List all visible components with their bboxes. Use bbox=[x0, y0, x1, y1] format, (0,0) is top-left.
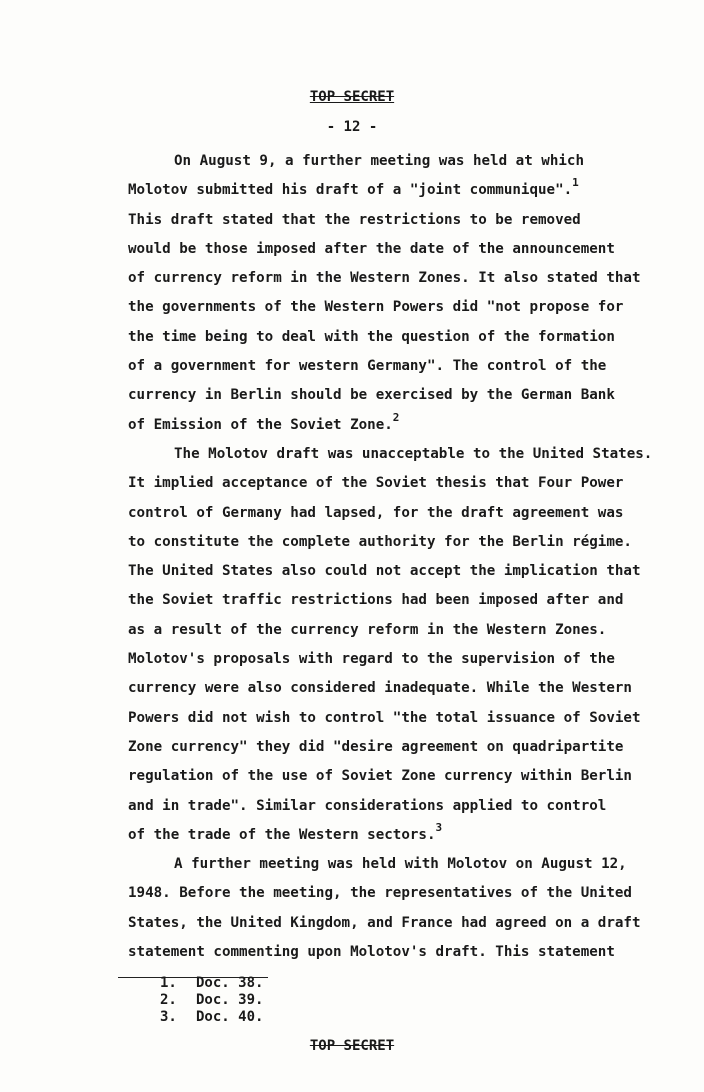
footnote-ref-3: 3 bbox=[435, 820, 443, 834]
p2-line-5: The United States also could not accept the implication that bbox=[128, 563, 641, 580]
footnote-2 bbox=[160, 992, 263, 1009]
p2-line-8: Molotov's proposals with regard to the supervision of the bbox=[128, 651, 615, 668]
footnote-1-text: Doc. 38. bbox=[196, 975, 264, 991]
p2-line-14-text: of the trade of the Western sectors. bbox=[128, 826, 436, 843]
p1-line-5: of currency reform in the Western Zones. It also stated that bbox=[128, 270, 641, 287]
footnote-2-number: 2. bbox=[160, 992, 177, 1008]
p1-line-10-text: of Emission of the Soviet Zone. bbox=[128, 416, 393, 433]
classification-header: TOP SECRET bbox=[309, 89, 395, 105]
p2-line-12: regulation of the use of Soviet Zone currency within Berlin bbox=[128, 768, 632, 785]
footnote-1 bbox=[160, 975, 263, 992]
p1-line-6: the governments of the Western Powers did "not propose for bbox=[128, 299, 624, 316]
p1-line-3: This draft stated that the restrictions to be removed bbox=[128, 211, 581, 228]
p2-line-4: to constitute the complete authority for the Berlin régime. bbox=[128, 533, 632, 550]
p2-line-10: Powers did not wish to control "the total issuance of Soviet bbox=[128, 709, 641, 726]
footnotes bbox=[160, 975, 263, 1026]
p2-line-2: It implied acceptance of the Soviet thesis that Four Power bbox=[128, 475, 624, 492]
p1-line-2 bbox=[128, 176, 668, 205]
p1-line-7: the time being to deal with the question of the formation bbox=[128, 328, 615, 345]
p2-line-1: The Molotov draft was unacceptable to the United States. bbox=[174, 445, 653, 462]
body-text bbox=[128, 147, 668, 967]
p3-line-2: 1948. Before the meeting, the representatives of the United bbox=[128, 885, 632, 902]
footnote-ref-1: 1 bbox=[572, 176, 579, 190]
footnote-3-number: 3. bbox=[160, 1009, 177, 1025]
p3-line-3: States, the United Kingdom, and France had agreed on a draft bbox=[128, 914, 641, 931]
page-number: - 12 - bbox=[326, 119, 378, 135]
p1-line-1: On August 9, a further meeting was held at which bbox=[174, 153, 584, 169]
p3-line-4: statement commenting upon Molotov's draft. This statement bbox=[128, 944, 615, 961]
p3-line-1: A further meeting was held with Molotov on August 12, bbox=[174, 856, 627, 873]
p2-line-7: as a result of the currency reform in the Western Zones. bbox=[128, 621, 607, 638]
p2-line-6: the Soviet traffic restrictions had been imposed after and bbox=[128, 592, 624, 609]
p1-line-4: would be those imposed after the date of the announcement bbox=[128, 240, 615, 257]
p2-line-9: currency were also considered inadequate. While the Western bbox=[128, 680, 632, 697]
p2-line-11: Zone currency" they did "desire agreement on quadripartite bbox=[128, 738, 624, 755]
footnote-2-text: Doc. 39. bbox=[196, 992, 264, 1008]
p2-line-3: control of Germany had lapsed, for the draft agreement was bbox=[128, 504, 624, 521]
p1-line-8: of a government for western Germany". The control of the bbox=[128, 358, 607, 375]
p1-line-2-text: Molotov submitted his draft of a "joint communique". bbox=[128, 182, 573, 199]
footnote-3-text: Doc. 40. bbox=[196, 1009, 264, 1025]
p1-line-10 bbox=[128, 411, 668, 440]
footnote-3 bbox=[160, 1009, 263, 1026]
classification-footer: TOP SECRET bbox=[309, 1038, 395, 1054]
p2-line-13: and in trade". Similar considerations applied to control bbox=[128, 797, 607, 814]
footnote-1-number: 1. bbox=[160, 975, 177, 991]
p1-line-9: currency in Berlin should be exercised by the German Bank bbox=[128, 387, 615, 404]
p2-line-14 bbox=[128, 821, 668, 850]
footnote-ref-2: 2 bbox=[392, 410, 400, 424]
